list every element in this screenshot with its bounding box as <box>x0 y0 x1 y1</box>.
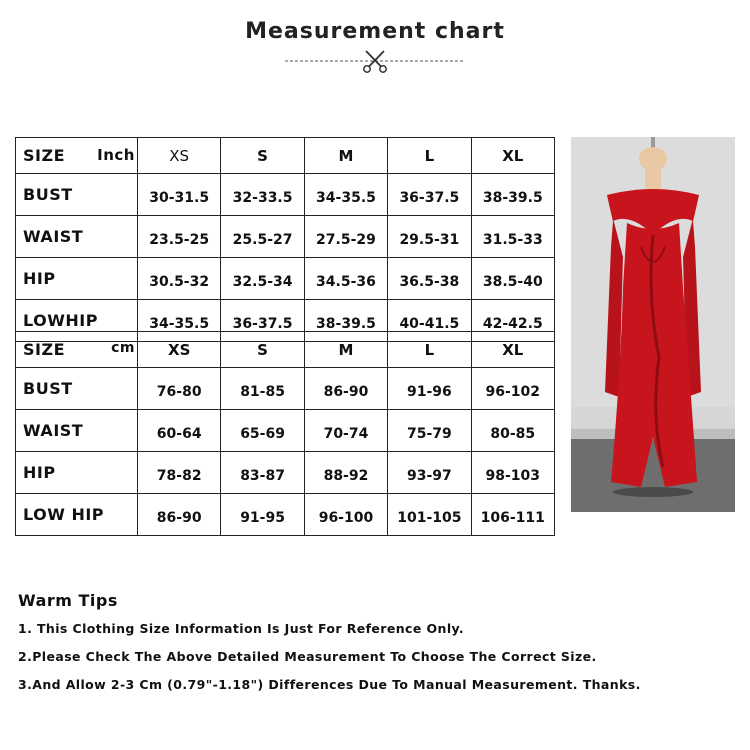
row-label: HIP <box>16 258 138 300</box>
size-s: S <box>221 332 304 368</box>
size-xl: XL <box>471 138 554 174</box>
table-cell: 98-103 <box>471 452 554 494</box>
row-label: HIP <box>16 452 138 494</box>
table-cell: 40-41.5 <box>388 300 471 342</box>
size-s: S <box>221 138 304 174</box>
table-cell: 91-95 <box>221 494 304 536</box>
table-row <box>16 258 555 300</box>
table-cell: 36-37.5 <box>388 174 471 216</box>
table-row <box>16 368 555 410</box>
table-row <box>16 174 555 216</box>
table-cell: 86-90 <box>138 494 221 536</box>
table-cell: 83-87 <box>221 452 304 494</box>
table-cell: 91-96 <box>388 368 471 410</box>
cm-size-table <box>15 331 555 536</box>
table-cell: 31.5-33 <box>471 216 554 258</box>
size-m: M <box>304 138 387 174</box>
row-label: LOW HIP <box>16 494 138 536</box>
scissors-divider <box>285 48 465 74</box>
table-cell: 60-64 <box>138 410 221 452</box>
table-cell: 30.5-32 <box>138 258 221 300</box>
table-cell: 78-82 <box>138 452 221 494</box>
size-m: M <box>304 332 387 368</box>
table-cell: 42-42.5 <box>471 300 554 342</box>
table-cell: 32-33.5 <box>221 174 304 216</box>
table-cell: 34-35.5 <box>138 300 221 342</box>
table-cell: 76-80 <box>138 368 221 410</box>
table-cell: 80-85 <box>471 410 554 452</box>
table-row <box>16 452 555 494</box>
table-cell: 32.5-34 <box>221 258 304 300</box>
unit-label: cm <box>111 340 135 356</box>
size-xl: XL <box>471 332 554 368</box>
table-cell: 93-97 <box>388 452 471 494</box>
table-cell: 25.5-27 <box>221 216 304 258</box>
row-label: WAIST <box>16 410 138 452</box>
tip-item: 2.Please Check The Above Detailed Measurement To Choose The Correct Size. <box>18 649 597 664</box>
table-cell: 34-35.5 <box>304 174 387 216</box>
page-title: Measurement chart <box>245 19 505 44</box>
table-cell: 86-90 <box>304 368 387 410</box>
size-l: L <box>388 138 471 174</box>
tip-item: 1. This Clothing Size Information Is Just For Reference Only. <box>18 621 465 636</box>
table-cell: 38.5-40 <box>471 258 554 300</box>
size-xs: XS <box>138 332 221 368</box>
table-cell: 106-111 <box>471 494 554 536</box>
product-photo <box>571 137 735 512</box>
size-xs: XS <box>138 138 221 174</box>
size-l: L <box>388 332 471 368</box>
table-cell: 70-74 <box>304 410 387 452</box>
size-header-label: SIZE <box>23 340 66 359</box>
table-cell: 65-69 <box>221 410 304 452</box>
table-row <box>16 216 555 258</box>
table-cell: 30-31.5 <box>138 174 221 216</box>
table-cell: 75-79 <box>388 410 471 452</box>
table-cell: 96-102 <box>471 368 554 410</box>
warm-tips <box>18 591 738 704</box>
size-header-cell <box>16 332 138 368</box>
table-cell: 27.5-29 <box>304 216 387 258</box>
table-cell: 101-105 <box>388 494 471 536</box>
table-cell: 38-39.5 <box>304 300 387 342</box>
table-cell: 38-39.5 <box>471 174 554 216</box>
tips-title: Warm Tips <box>18 591 118 610</box>
size-header-label: SIZE <box>23 146 66 165</box>
table-cell: 29.5-31 <box>388 216 471 258</box>
table-cell: 88-92 <box>304 452 387 494</box>
inch-size-table <box>15 137 555 342</box>
table-cell: 96-100 <box>304 494 387 536</box>
table-cell: 36.5-38 <box>388 258 471 300</box>
table-cell: 23.5-25 <box>138 216 221 258</box>
tip-item: 3.And Allow 2-3 Cm (0.79"-1.18") Differences Due To Manual Measurement. Thanks. <box>18 677 641 692</box>
row-label: BUST <box>16 174 138 216</box>
table-cell: 34.5-36 <box>304 258 387 300</box>
table-header-row <box>16 138 555 174</box>
row-label: WAIST <box>16 216 138 258</box>
row-label: LOWHIP <box>16 300 138 342</box>
table-row <box>16 494 555 536</box>
row-label: BUST <box>16 368 138 410</box>
scissors-icon <box>364 51 386 72</box>
table-cell: 81-85 <box>221 368 304 410</box>
table-cell: 36-37.5 <box>221 300 304 342</box>
table-header-row <box>16 332 555 368</box>
unit-label: Inch <box>97 146 135 164</box>
table-row <box>16 410 555 452</box>
size-header-cell <box>16 138 138 174</box>
